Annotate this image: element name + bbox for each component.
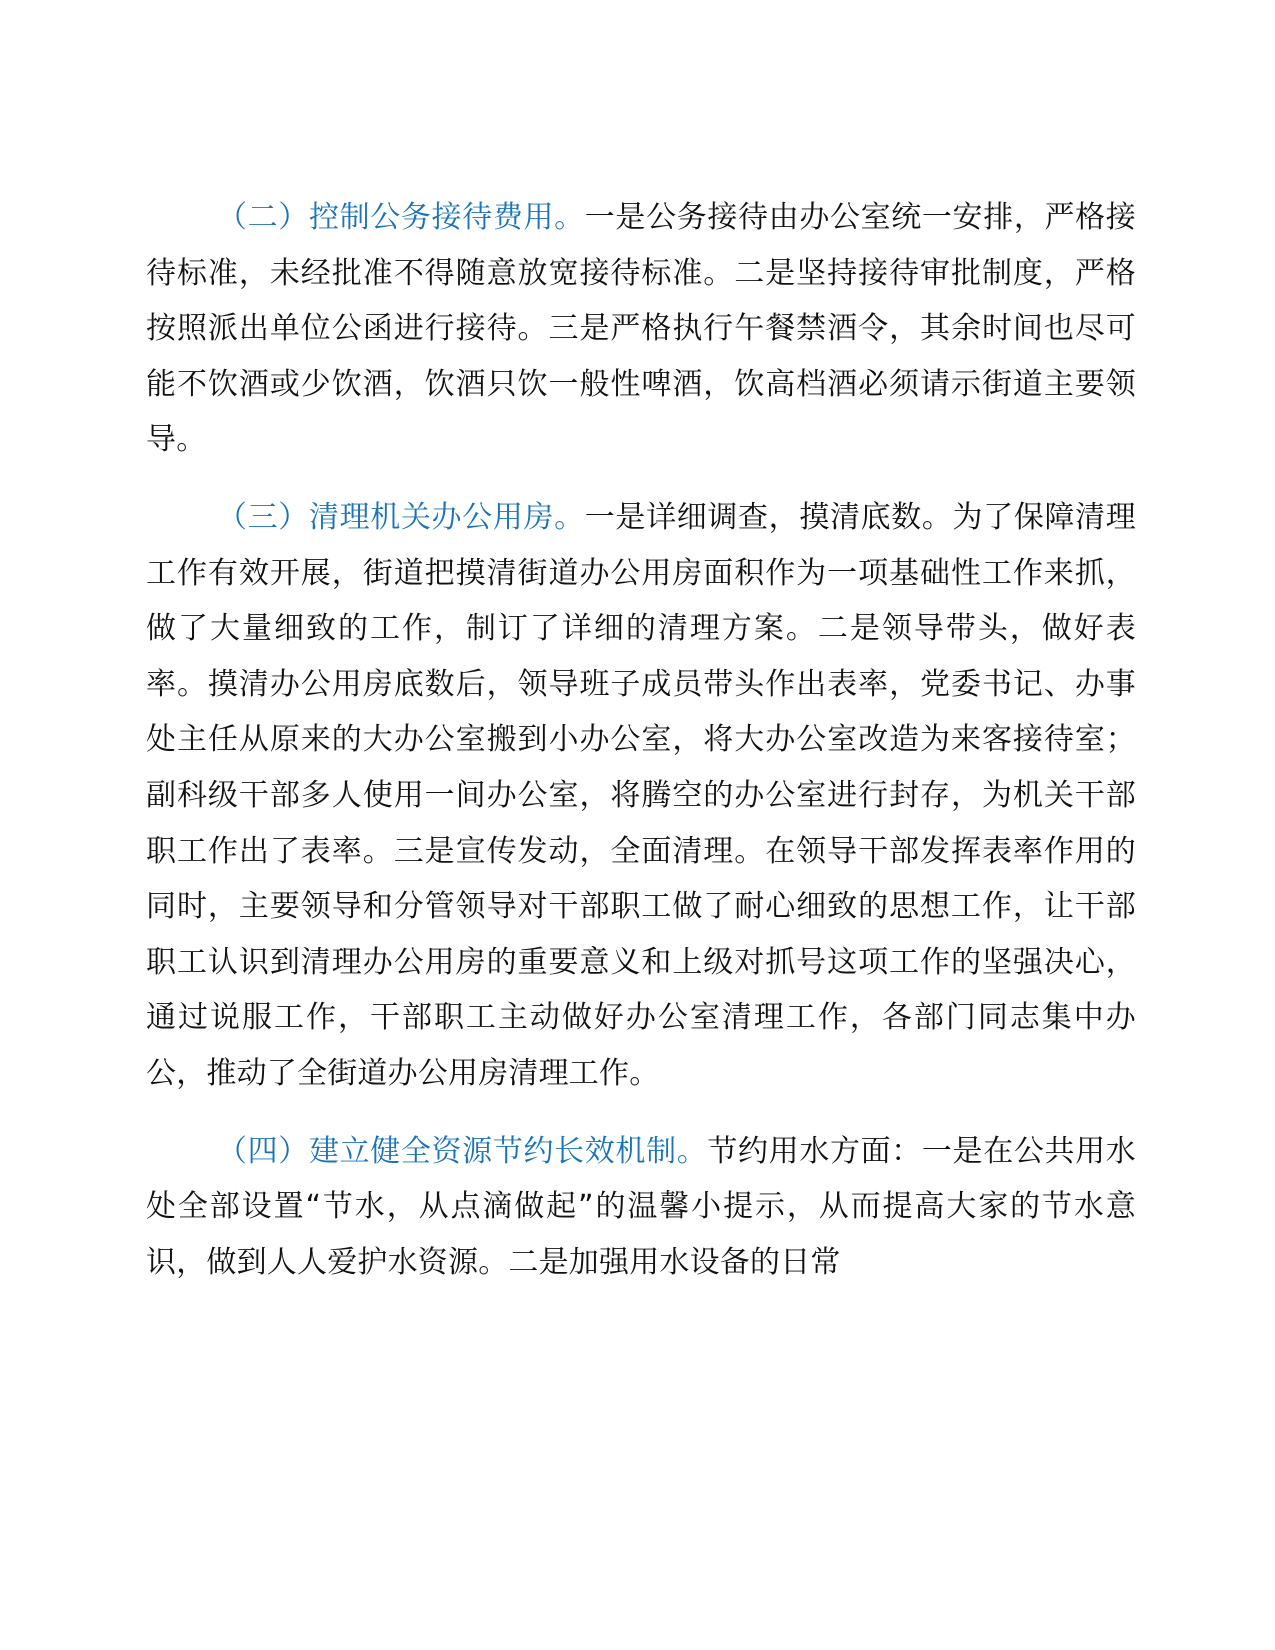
paragraph-resource-saving — [146, 1124, 1136, 1291]
section-body: 一是公务接待由办公室统一安排，严格接待标准，未经批准不得随意放宽接待标准。二是坚持接待审批制度，严格按照派出单位公函进行接待。三是严格执行午餐禁酒令，其余时间也尽可能不饮酒或少饮酒，饮酒只饮一般性啤酒，饮高档酒必须请示街道主要领导。 — [146, 200, 1136, 458]
section-heading: （三）清理机关办公用房。 — [217, 499, 585, 535]
section-body: 节约用水方面：一是在公共用水处全部设置“节水，从点滴做起”的温馨小提示，从而提高大家的节水意识，做到人人爱护水资源。二是加强用水设备的日常 — [146, 1133, 1136, 1280]
paragraph-office-space — [146, 490, 1136, 1102]
section-heading: （四）建立健全资源节约长效机制。 — [217, 1133, 708, 1169]
section-heading: （二）控制公务接待费用。 — [217, 200, 585, 235]
document-page — [146, 190, 1136, 1312]
section-body: 一是详细调查，摸清底数。为了保障清理工作有效开展，街道把摸清街道办公用房面积作为一项基础性工作来抓，做了大量细致的工作，制订了详细的清理方案。二是领导带头，做好表率。摸清办公用房底数后，领导班子成员带头作出表率，党委书记、办事处主任从原来的大办公室搬到小办公室，将大办公室改造为来客接待室；副科级干部多人使用一间办公室，将腾空的办公室进行封存，为机关干部职工作出了表率。三是宣传发动，全面清理。在领导干部发挥表率作用的同时，主要领导和分管领导对干部职工做了耐心细致的思想工作，让干部职工认识到清理办公用房的重要意义和上级对抓号这项工作的坚强决心，通过说服工作，干部职工主动做好办公室清理工作，各部门同志集中办公，推动了全街道办公用房清理工作。 — [146, 499, 1136, 1091]
paragraph-reception-costs — [146, 190, 1136, 468]
